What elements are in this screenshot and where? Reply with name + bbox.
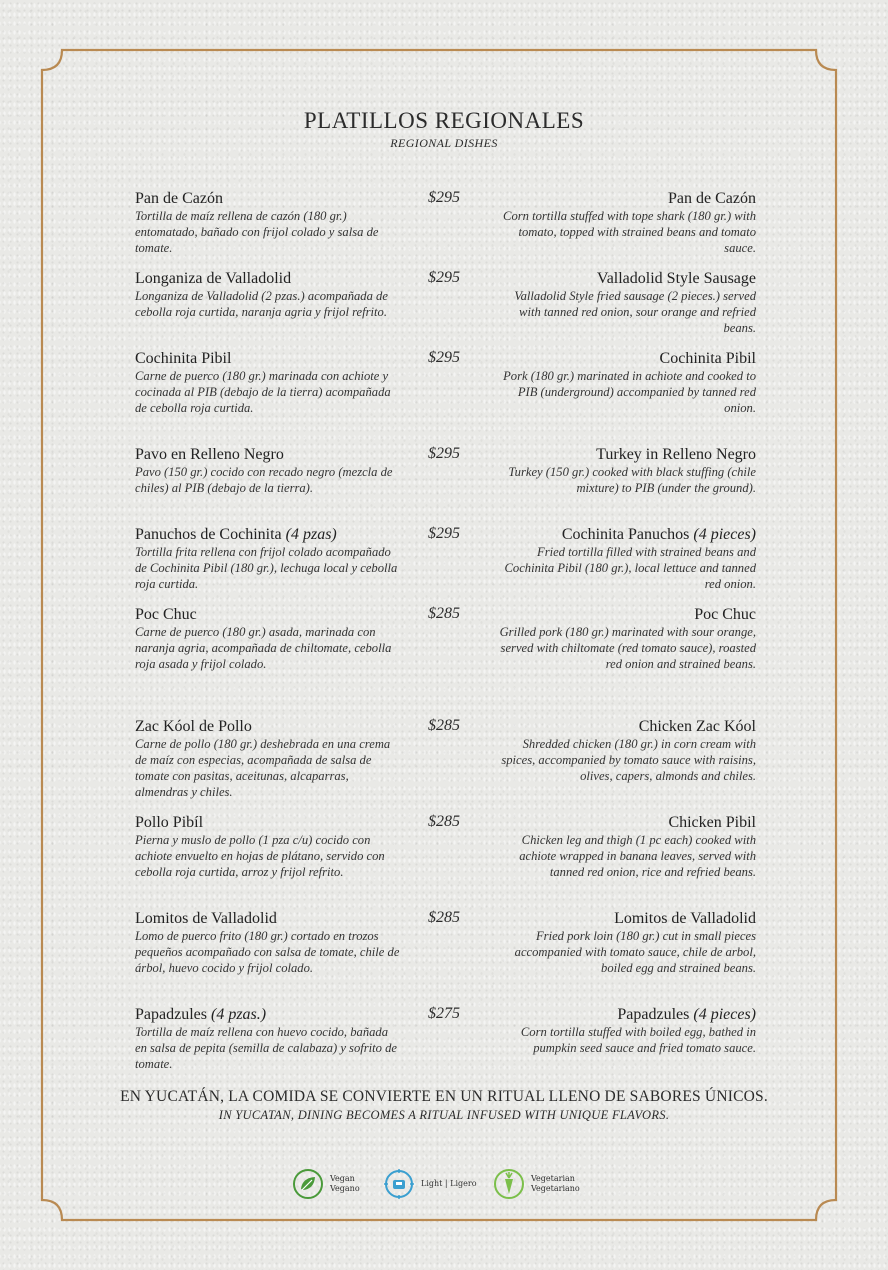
dish-english [498, 269, 756, 336]
vegetarian-carrot-icon [493, 1168, 525, 1200]
dish-name-es: Zac Kóol de Pollo [135, 718, 252, 735]
menu-footer [0, 1088, 888, 1123]
dish-price: $275 [428, 1005, 460, 1022]
legend-light-label: Light | Ligero [421, 1179, 477, 1188]
legend-vegan-en: Vegan [330, 1174, 355, 1183]
dish-english [498, 1005, 756, 1056]
dish-name-es: Lomitos de Valladolid [135, 910, 277, 927]
dish-desc-en: Fried tortilla filled with strained beans and Cochinita Pibil (180 gr.), local lettuce and tanned red onion. [504, 545, 756, 591]
dish-name-es: Papadzules (4 pzas.) [135, 1006, 267, 1023]
dish-spanish [135, 1005, 400, 1072]
dish-desc-en: Turkey (150 gr.) cooked with black stuffing (chile mixture) to PIB (under the ground). [508, 465, 756, 495]
dish-desc-es: Pavo (150 gr.) cocido con recado negro (mezcla de chiles) al PIB (debajo de la tierra). [135, 465, 393, 495]
dish-desc-en: Corn tortilla stuffed with boiled egg, bathed in pumpkin seed sauce and fried tomato sauce. [520, 1025, 756, 1055]
dish-price: $285 [428, 813, 460, 830]
dish-name-en: Cochinita Pibil [659, 350, 756, 367]
dish-name-en: Chicken Zac Kóol [638, 718, 756, 735]
dish-name-en: Valladolid Style Sausage [596, 270, 756, 287]
dish-name-es: Pollo Pibíl [135, 814, 204, 831]
dish-english [498, 605, 756, 672]
dish-desc-es: Carne de puerco (180 gr.) asada, marinada con naranja agria, acompañada de chiltomate, cebolla roja asada y frijol colado. [135, 625, 392, 671]
dish-name-en: Pan de Cazón [668, 190, 756, 207]
dish-desc-es: Tortilla de maíz rellena de cazón (180 gr.) entomatado, bañado con frijol colado y salsa de tomate. [135, 209, 379, 255]
legend-vegan [292, 1168, 360, 1200]
dish-spanish [135, 525, 400, 592]
dish-desc-es: Pierna y muslo de pollo (1 pza c/u) cocido con achiote envuelto en hojas de plátano, servido con cebolla roja curtida, arroz y frijol refrito. [135, 833, 385, 879]
dish-name-es: Cochinita Pibil [135, 350, 232, 367]
dish-desc-en: Shredded chicken (180 gr.) in corn cream with spices, accompanied by tomato sauce with raisins, olives, capers, almonds and chiles. [501, 737, 756, 783]
dish-desc-en: Valladolid Style fried sausage (2 pieces.) served with tanned red onion, sour orange and refried beans. [514, 289, 756, 335]
dish-english [498, 525, 756, 592]
light-scale-icon [383, 1168, 415, 1200]
legend-vegetarian-es: Vegetariano [531, 1184, 580, 1193]
dish-price: $285 [428, 605, 460, 622]
dish-price: $295 [428, 349, 460, 366]
dish-spanish [135, 189, 400, 256]
legend-vegetarian-en: Vegetarian [531, 1174, 575, 1183]
dish-name-en: Lomitos de Valladolid [614, 910, 756, 927]
dish-name-es: Panuchos de Cochinita (4 pzas) [135, 526, 337, 543]
dish-spanish [135, 445, 400, 496]
dish-desc-en: Chicken leg and thigh (1 pc each) cooked with achiote wrapped in banana leaves, served with tanned red onion, rice and refried beans. [519, 833, 756, 879]
dish-name-en: Poc Chuc [694, 606, 756, 623]
menu-header [0, 108, 888, 151]
dish-spanish [135, 605, 400, 672]
dish-name-en: Papadzules (4 pieces) [617, 1006, 756, 1023]
dish-price: $285 [428, 909, 460, 926]
dish-desc-es: Lomo de puerco frito (180 gr.) cortado en trozos pequeños acompañado con salsa de tomate, chile de árbol, huevo cocido y frijol colado. [135, 929, 400, 975]
dish-name-en: Cochinita Panuchos (4 pieces) [561, 526, 756, 543]
dish-spanish [135, 269, 400, 320]
dish-desc-es: Tortilla de maíz rellena con huevo cocido, bañada en salsa de pepita (semilla de calabaza) y sofrito de tomate. [135, 1025, 397, 1071]
dish-price: $285 [428, 717, 460, 734]
vegan-leaf-icon [292, 1168, 324, 1200]
dish-name-es: Pavo en Relleno Negro [135, 446, 284, 463]
dish-name-en: Chicken Pibil [668, 814, 756, 831]
dish-price: $295 [428, 189, 460, 206]
page-title: PLATILLOS REGIONALES [303, 108, 585, 133]
dish-price: $295 [428, 445, 460, 462]
dish-name-es: Longaniza de Valladolid [135, 270, 292, 287]
dish-name-en: Turkey in Relleno Negro [596, 446, 756, 463]
dish-english [498, 909, 756, 976]
legend-vegan-es: Vegano [330, 1184, 360, 1193]
dish-desc-es: Carne de pollo (180 gr.) deshebrada en una crema de maíz con especias, acompañada de salsa de tomate con pasitas, aceitunas, alcaparras, almendras y chiles. [135, 737, 391, 799]
legend-light [383, 1168, 477, 1200]
dish-english [498, 189, 756, 256]
dish-price: $295 [428, 525, 460, 542]
dish-english [498, 813, 756, 880]
dish-spanish [135, 349, 400, 416]
page-subtitle: REGIONAL DISHES [390, 136, 498, 150]
dish-desc-en: Corn tortilla stuffed with tope shark (180 gr.) with tomato, topped with strained beans and tomato sauce. [503, 209, 756, 255]
dish-price: $295 [428, 269, 460, 286]
dish-desc-en: Pork (180 gr.) marinated in achiote and cooked to PIB (underground) accompanied by tanned red onion. [503, 369, 756, 415]
footer-line-es: EN YUCATÁN, LA COMIDA SE CONVIERTE EN UN RITUAL LLENO DE SABORES ÚNICOS. [120, 1088, 768, 1105]
dish-english [498, 717, 756, 784]
dish-english [498, 349, 756, 416]
dish-desc-es: Carne de puerco (180 gr.) marinada con achiote y cocinada al PIB (debajo de la tierra) acompañada de cebolla roja curtida. [135, 369, 391, 415]
dish-desc-en: Fried pork loin (180 gr.) cut in small pieces accompanied with tomato sauce, chile de arbol, boiled egg and strained beans. [514, 929, 756, 975]
dish-name-es: Poc Chuc [135, 606, 197, 623]
dish-spanish [135, 909, 400, 976]
footer-line-en: IN YUCATAN, DINING BECOMES A RITUAL INFUSED WITH UNIQUE FLAVORS. [218, 1108, 670, 1122]
dish-spanish [135, 813, 400, 880]
dish-desc-en: Grilled pork (180 gr.) marinated with sour orange, served with chiltomate (red tomato sauce), roasted red onion and strained beans. [499, 625, 756, 671]
dish-spanish [135, 717, 400, 800]
dish-name-es: Pan de Cazón [135, 190, 223, 207]
dish-english [498, 445, 756, 496]
dish-desc-es: Tortilla frita rellena con frijol colado acompañado de Cochinita Pibil (180 gr.), lechuga local y cebolla roja curtida. [135, 545, 398, 591]
legend-vegetarian [493, 1168, 580, 1200]
dish-desc-es: Longaniza de Valladolid (2 pzas.) acompañada de cebolla roja curtida, naranja agria y frijol refrito. [135, 289, 388, 319]
